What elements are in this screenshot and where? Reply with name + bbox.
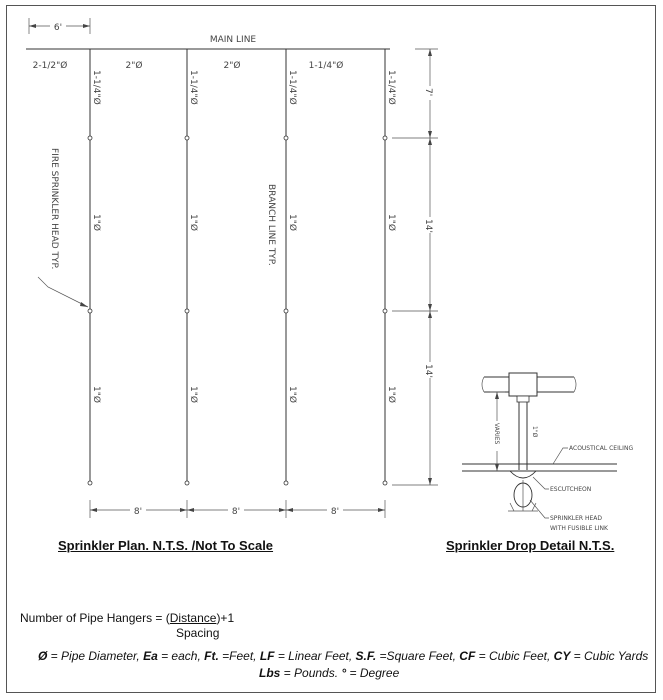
hanger-formula	[20, 611, 234, 625]
branch-pipe-size-label: 1"Ø	[188, 214, 198, 231]
branch-pipe-size-label: 1"Ø	[386, 214, 396, 231]
branch-pipe-size-label: 1"Ø	[91, 214, 101, 231]
top-dimension	[29, 18, 90, 34]
branch-pipe-size-label: 1"Ø	[287, 214, 297, 231]
branch-line-typ-label: BRANCH LINE TYP.	[266, 184, 276, 266]
bottom-dimensions	[90, 500, 385, 518]
escutcheon-label: ESCUTCHEON	[550, 486, 592, 493]
branch-pipe-size-label: 1"Ø	[386, 386, 396, 403]
escutcheon-shape	[510, 471, 536, 478]
legend-value: =Square Feet,	[376, 649, 460, 663]
legend-key: Lbs	[259, 666, 281, 680]
sprinkler-head-marker	[88, 136, 92, 140]
sprinkler-head-marker	[383, 481, 387, 485]
dim-6ft-label: 6'	[53, 23, 63, 33]
detail-caption: Sprinkler Drop Detail N.T.S.	[446, 538, 615, 553]
sprinkler-head-marker	[284, 481, 288, 485]
legend-key: S.F.	[355, 649, 377, 663]
head-leader-line	[38, 277, 88, 307]
dim-7ft: 7'	[423, 88, 433, 97]
branch-pipe-size-label: 1"Ø	[188, 386, 198, 403]
formula-prefix: Number of Pipe Hangers = (	[20, 611, 170, 625]
seg-label-1: 2-1/2"Ø	[32, 61, 68, 71]
drop-pipe-label: 1"Ø	[531, 426, 538, 438]
branch-pipe-size-label: 1"Ø	[91, 386, 101, 403]
legend-key: CY	[553, 649, 571, 663]
legend-value: = Cubic Feet,	[475, 649, 554, 663]
plan-caption: Sprinkler Plan. N.T.S. /Not To Scale	[58, 538, 274, 553]
legend-line-2	[259, 666, 399, 680]
sprinkler-head-marker	[284, 136, 288, 140]
main-line-label: MAIN LINE	[209, 35, 257, 45]
tee-fitting	[509, 373, 537, 396]
dim-8ft-a: 8'	[133, 507, 143, 517]
seg-label-2: 2"Ø	[125, 61, 143, 71]
right-dimensions	[392, 49, 438, 485]
sprinkler-head-marker	[185, 136, 189, 140]
branch-pipe-size-label: 1"Ø	[287, 386, 297, 403]
sprinkler-head-marker	[185, 309, 189, 313]
legend-value: = Degree	[346, 666, 400, 680]
seg-label-4: 1-1/4"Ø	[308, 61, 344, 71]
dim-8ft-b: 8'	[231, 507, 241, 517]
dim-14ft-b: 14'	[423, 364, 433, 378]
formula-numerator: Distance	[169, 611, 217, 625]
legend-value: = each,	[157, 649, 205, 663]
legend-key: LF	[259, 649, 275, 663]
legend-value: =Feet,	[218, 649, 260, 663]
branch-top-size-label: 1-1/4"Ø	[386, 70, 396, 105]
legend-key: °	[341, 666, 347, 680]
seg-label-3: 2"Ø	[223, 61, 241, 71]
legend-value: = Pounds.	[280, 666, 342, 680]
branch-top-size-label: 1-1/4"Ø	[91, 70, 101, 105]
sprinkler-head-marker	[383, 309, 387, 313]
legend-key: Ø	[38, 649, 48, 663]
legend-value: = Pipe Diameter,	[47, 649, 144, 663]
sprinkler-head-marker	[383, 136, 387, 140]
formula-denominator: Spacing	[176, 626, 220, 640]
legend-key: Ft.	[204, 649, 219, 663]
legend-key: Ea	[143, 649, 158, 663]
drop-detail	[462, 373, 633, 532]
legend-line-1	[38, 649, 648, 663]
acoustical-ceiling-label: ACOUSTICAL CEILING	[569, 445, 634, 452]
legend-value: = Linear Feet,	[274, 649, 356, 663]
branch-top-size-label: 1-1/4"Ø	[287, 70, 297, 105]
branch-top-size-label: 1-1/4"Ø	[188, 70, 198, 105]
sprinkler-head-marker	[88, 309, 92, 313]
formula-suffix: )+1	[216, 611, 235, 625]
dim-8ft-c: 8'	[330, 507, 340, 517]
branch-lines	[88, 49, 397, 485]
dim-14ft-a: 14'	[423, 219, 433, 233]
sprinkler-head-label: SPRINKLER HEAD	[550, 515, 603, 522]
varies-label: VARIES	[493, 423, 500, 445]
legend-value: = Cubic Yards	[570, 649, 649, 663]
fusible-link-label: WITH FUSIBLE LINK	[550, 525, 608, 532]
sprinkler-head-marker	[88, 481, 92, 485]
sprinkler-head-typ-label: FIRE SPRINKLER HEAD TYP.	[49, 148, 59, 270]
legend-key: CF	[459, 649, 476, 663]
sprinkler-head-marker	[185, 481, 189, 485]
sprinkler-head-marker	[284, 309, 288, 313]
